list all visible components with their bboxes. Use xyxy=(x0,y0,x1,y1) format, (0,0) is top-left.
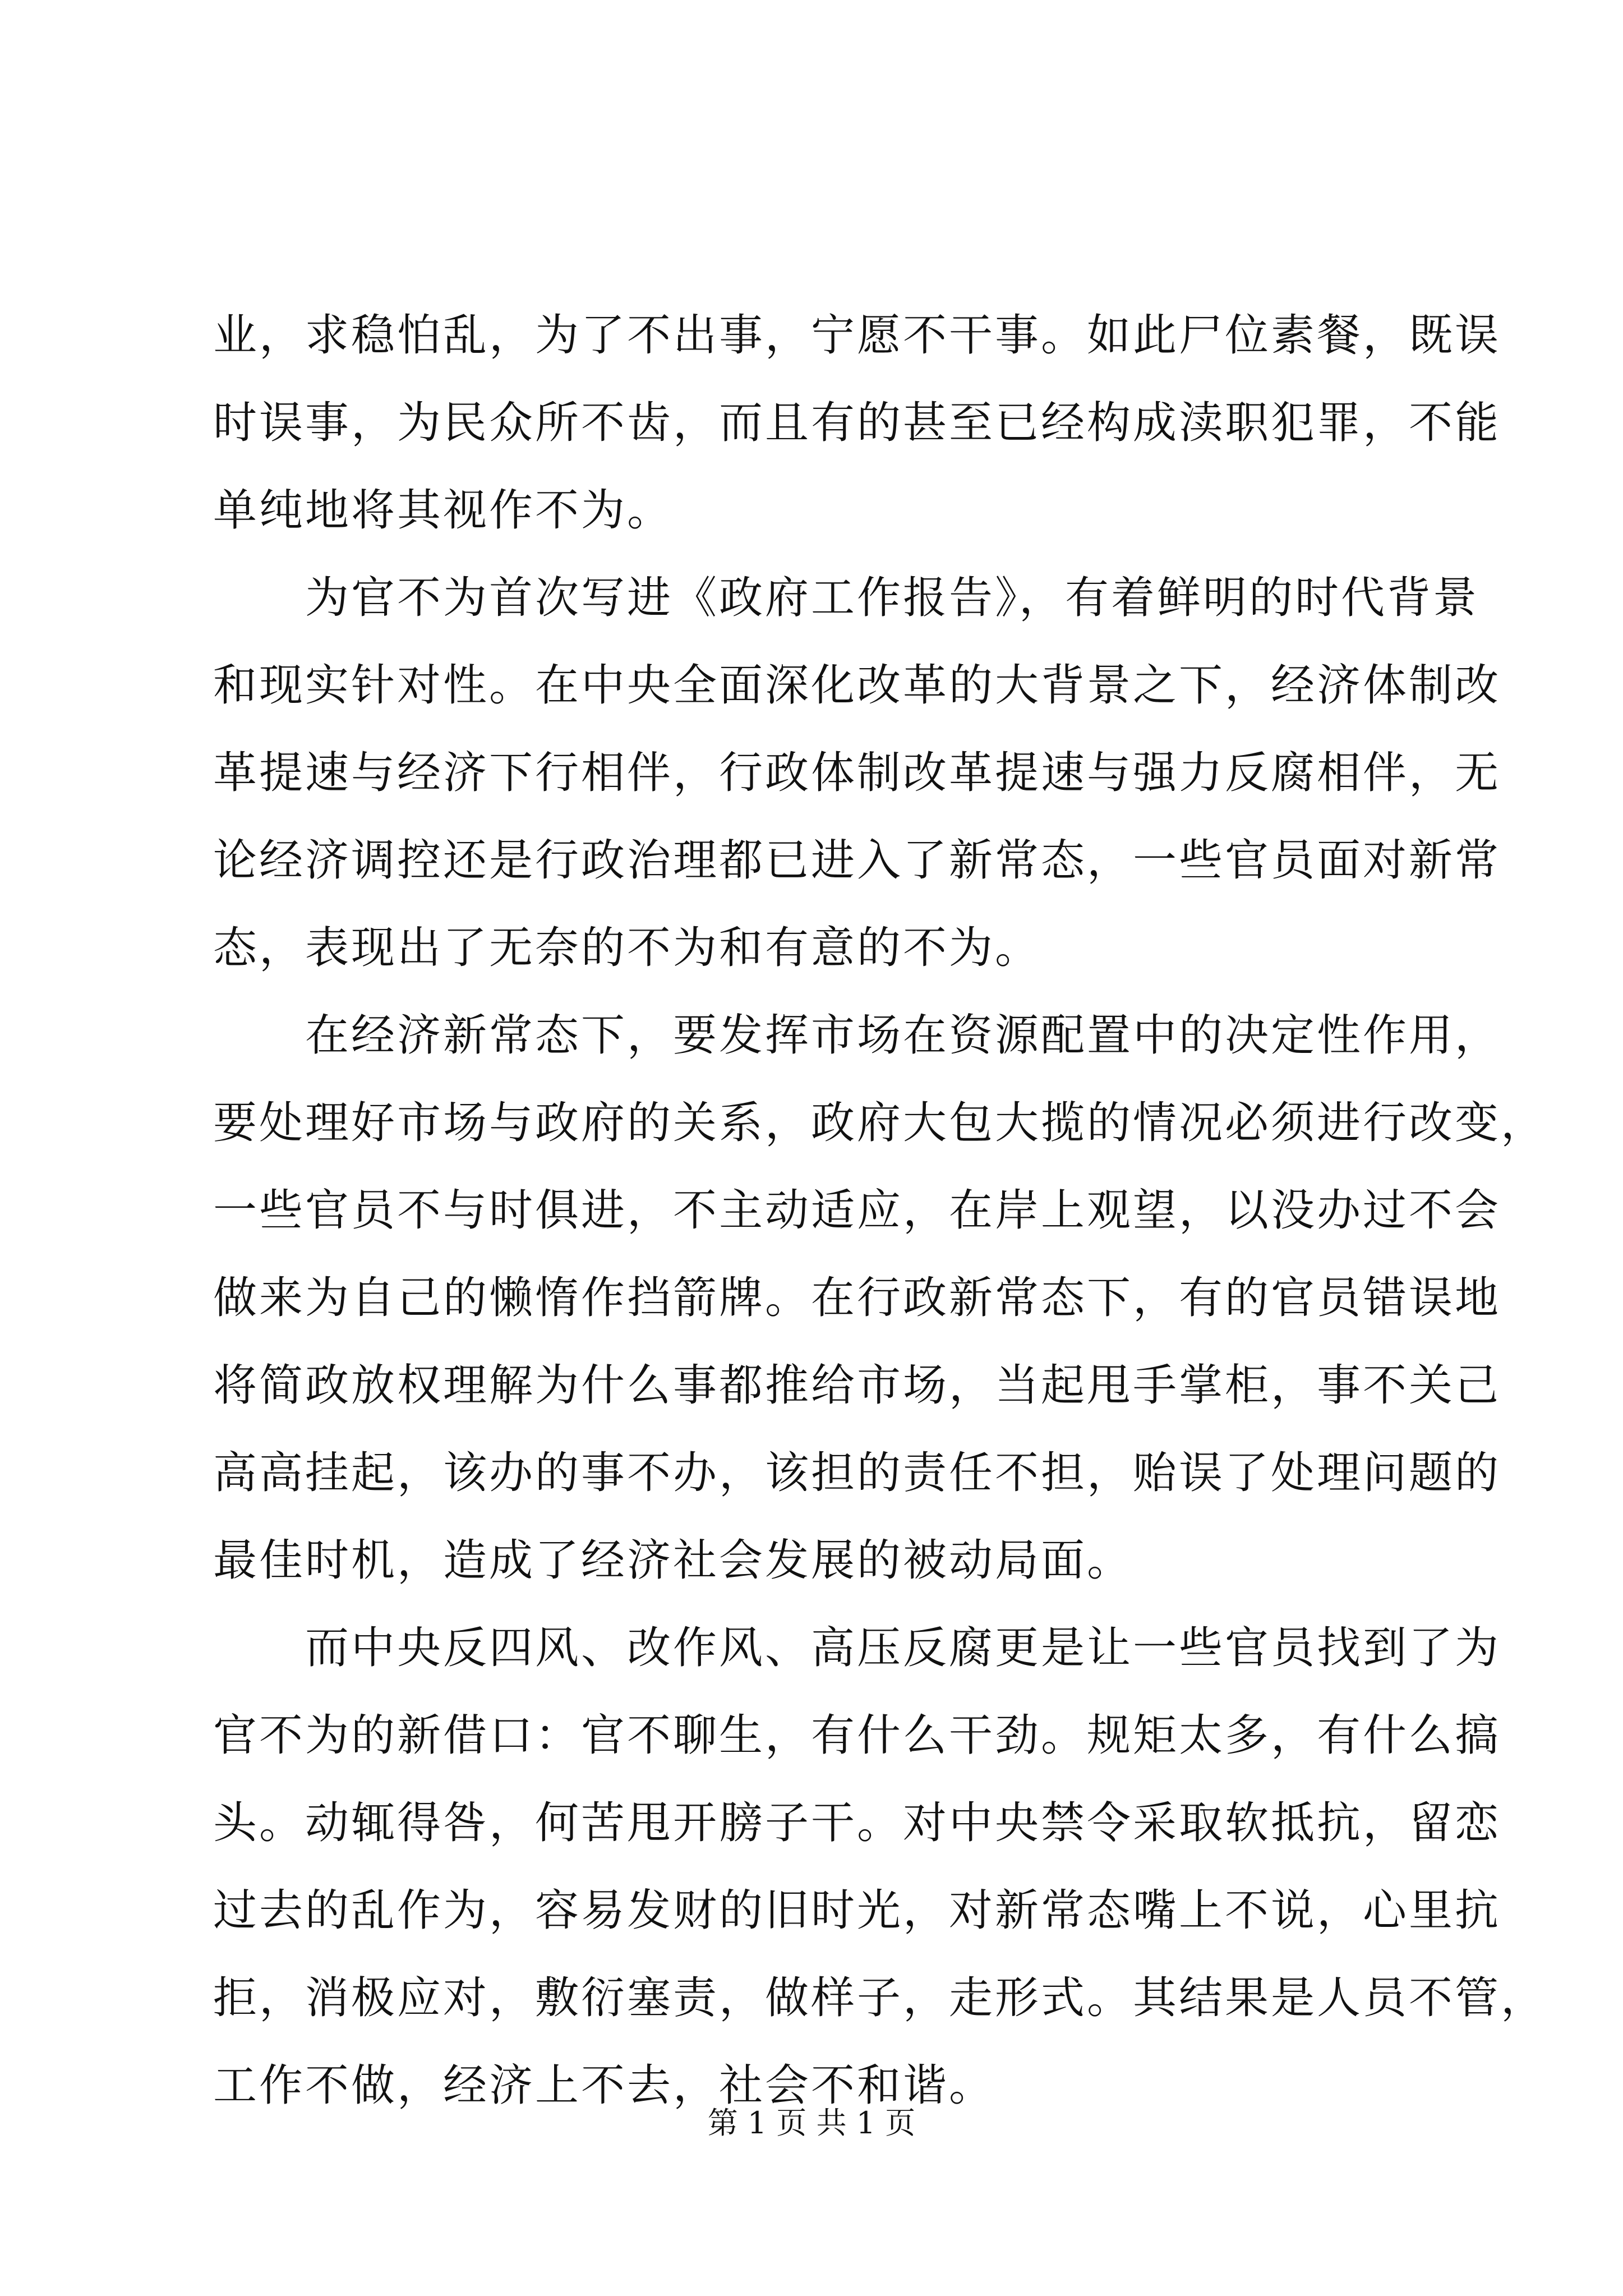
text-line: 为官不为首次写进《政府工作报告》，有着鲜明的时代背景 xyxy=(213,573,1479,623)
text-line: 在经济新常态下，要发挥市场在资源配置中的决定性作用， xyxy=(213,1010,1501,1061)
text-line: 而中央反四风、改作风、高压反腐更是让一些官员找到了为 xyxy=(213,1623,1501,1673)
text-line: 头。动辄得咎，何苦甩开膀子干。对中央禁令采取软抵抗，留恋 xyxy=(213,1798,1501,1848)
text-line: 工作不做，经济上不去，社会不和谐。 xyxy=(213,2060,995,2111)
text-line: 论经济调控还是行政治理都已进入了新常态，一些官员面对新常 xyxy=(213,835,1501,886)
text-line: 过去的乱作为，容易发财的旧时光，对新常态嘴上不说，心里抗 xyxy=(213,1885,1501,1936)
text-line: 和现实针对性。在中央全面深化改革的大背景之下，经济体制改 xyxy=(213,660,1501,711)
text-line: 拒，消极应对，敷衍塞责，做样子，走形式。其结果是人员不管， xyxy=(213,1973,1547,2023)
page-number-footer: 第 1 页 共 1 页 xyxy=(707,2105,916,2141)
document-body xyxy=(213,292,1547,2129)
text-line: 做来为自己的懒惰作挡箭牌。在行政新常态下，有的官员错误地 xyxy=(213,1273,1501,1323)
text-line: 将简政放权理解为什么事都推给市场，当起甩手掌柜，事不关己 xyxy=(213,1360,1501,1411)
text-line: 态，表现出了无奈的不为和有意的不为。 xyxy=(213,923,1041,973)
text-line: 时误事，为民众所不齿，而且有的甚至已经构成渎职犯罪，不能 xyxy=(213,398,1501,448)
text-line: 单纯地将其视作不为。 xyxy=(213,485,674,536)
text-line: 最佳时机，造成了经济社会发展的被动局面。 xyxy=(213,1535,1133,1586)
text-line: 一些官员不与时俱进，不主动适应，在岸上观望，以没办过不会 xyxy=(213,1185,1501,1236)
text-line: 官不为的新借口：官不聊生，有什么干劲。规矩太多，有什么搞 xyxy=(213,1710,1501,1761)
text-line: 业，求稳怕乱，为了不出事，宁愿不干事。如此尸位素餐，既误 xyxy=(213,310,1501,361)
text-line: 要处理好市场与政府的关系，政府大包大揽的情况必须进行改变， xyxy=(213,1098,1547,1148)
text-line: 革提速与经济下行相伴，行政体制改革提速与强力反腐相伴，无 xyxy=(213,748,1501,798)
text-line: 高高挂起，该办的事不办，该担的责任不担，贻误了处理问题的 xyxy=(213,1448,1501,1498)
